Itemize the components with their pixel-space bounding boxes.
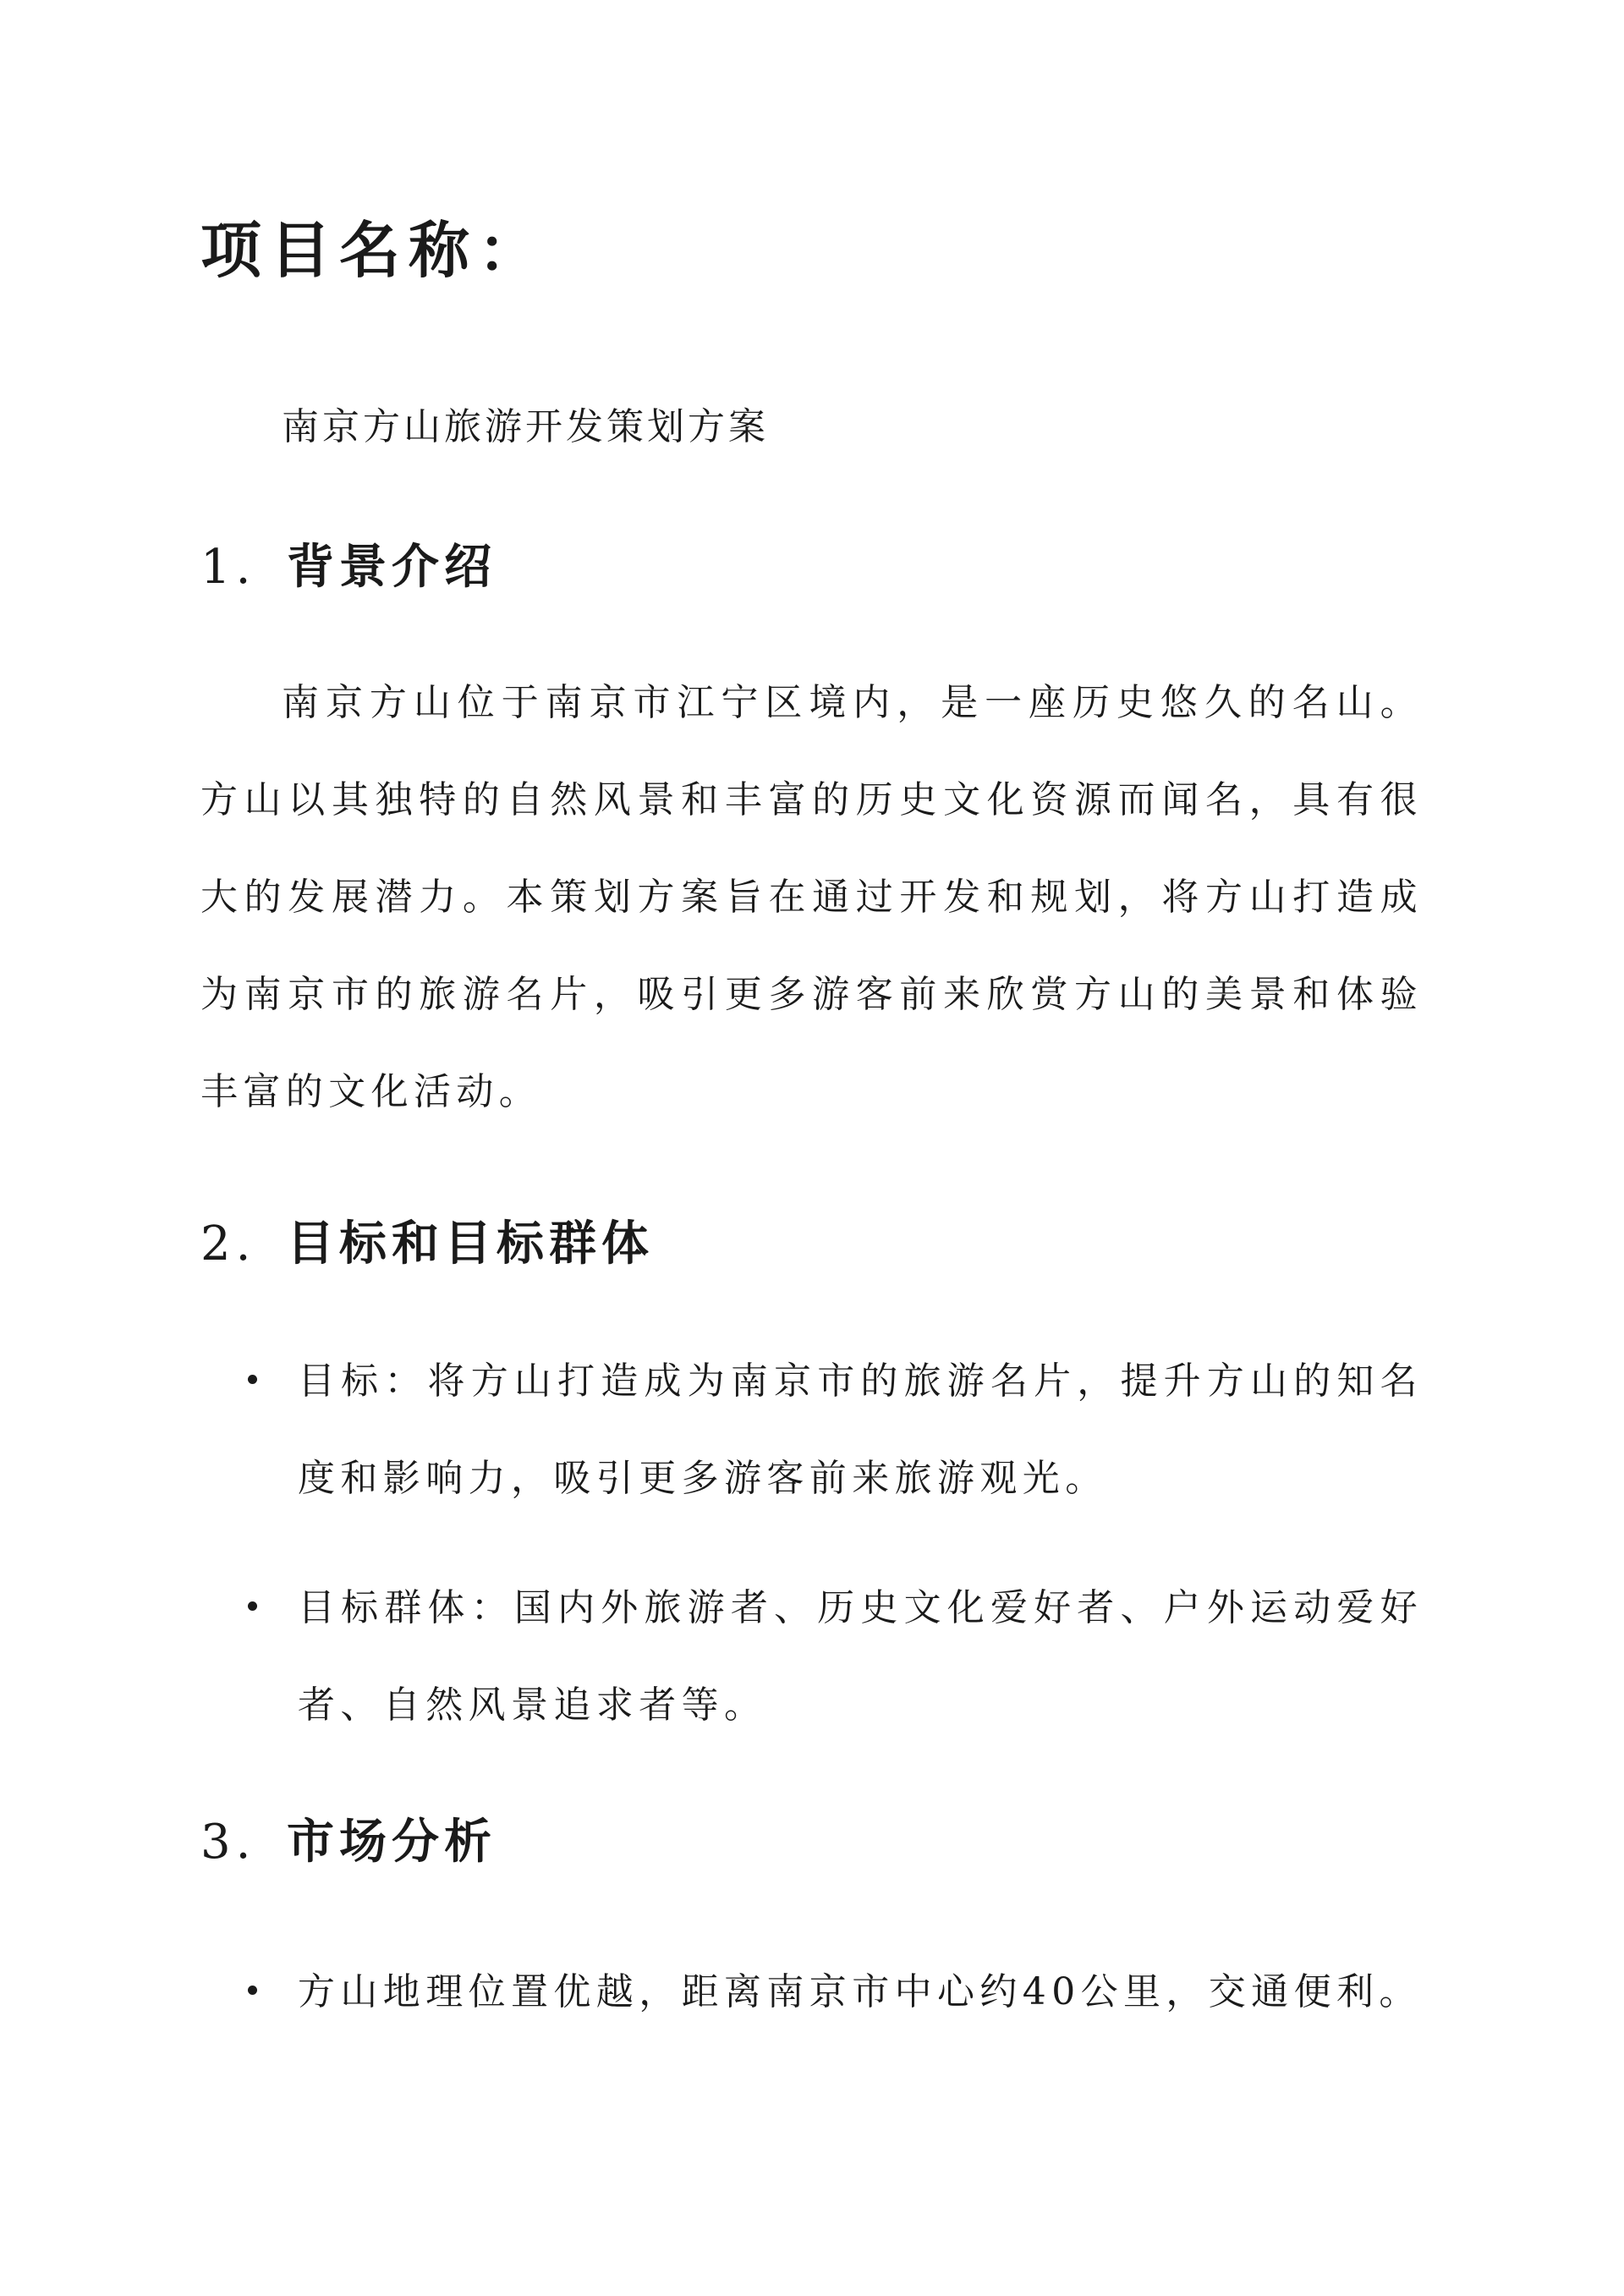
section-title: 市场分析 [287,1815,497,1870]
list-item-text: 方山地理位置优越，距离南京市中心约40公里，交通便利。 [298,1970,1422,2013]
section-number: 2. [200,1217,256,1272]
section-heading-goals [200,1206,654,1274]
document-title: 项目名称： [200,215,548,286]
section-title: 目标和目标群体 [287,1217,654,1272]
goals-list [200,1332,1423,1754]
bullet-dot-icon [248,1986,257,1995]
background-paragraph: 南京方山位于南京市江宁区境内，是一座历史悠久的名山。方山以其独特的自然风景和丰富的历史文化资源而闻名，具有很大的发展潜力。本策划方案旨在通过开发和规划，将方山打造成为南京市的旅游名片，吸引更多游客前来欣赏方山的美景和体验丰富的文化活动。 [200,681,1423,1113]
bullet-dot-icon [248,1601,257,1611]
list-item [200,1559,1423,1754]
section-number: 3. [200,1815,256,1870]
bullet-dot-icon [248,1375,257,1384]
section-heading-market [200,1804,497,1872]
section-heading-background [200,530,497,597]
list-item [200,1332,1423,1527]
list-item [200,1943,1423,2041]
section-title: 背景介绍 [287,540,497,595]
market-list [200,1943,1423,2041]
list-item-text: 目标群体：国内外旅游者、历史文化爱好者、户外运动爱好者、自然风景追求者等。 [298,1586,1423,1727]
section-number: 1. [200,540,256,595]
project-subtitle: 南京方山旅游开发策划方案 [282,405,769,448]
list-item-text: 目标：将方山打造成为南京市的旅游名片，提升方山的知名度和影响力，吸引更多游客前来旅游观光。 [298,1359,1423,1500]
